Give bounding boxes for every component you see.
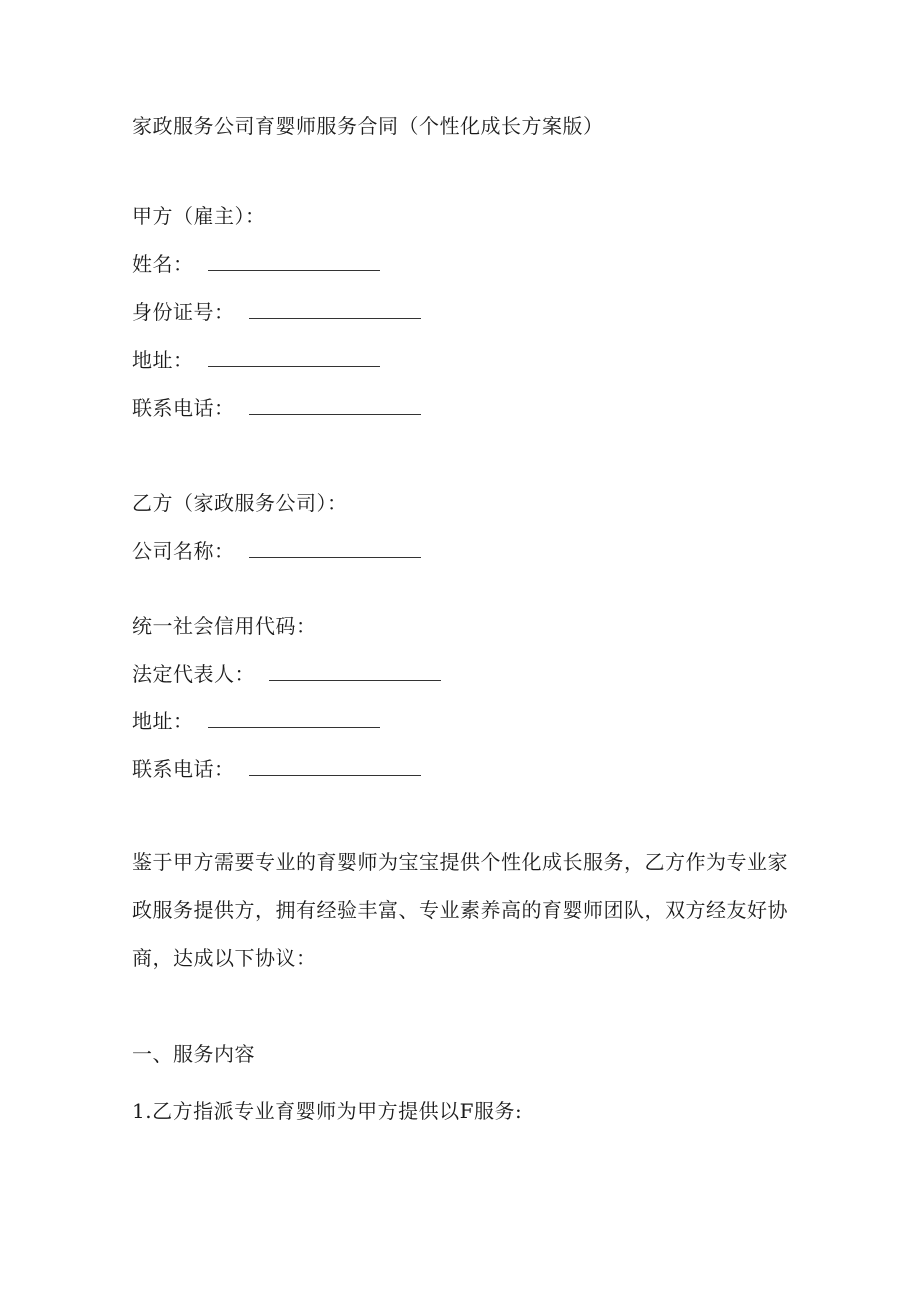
preamble-paragraph	[132, 838, 788, 982]
party-a-name-label: 姓名：	[132, 252, 194, 276]
party-b-company-blank[interactable]	[249, 543, 421, 558]
section-1-heading: 一、服务内容	[132, 1042, 255, 1066]
party-a-address-row	[132, 348, 380, 372]
preamble-line-1: 鉴于甲方需要专业的育婴师为宝宝提供个性化成长服务，乙方作为专业家	[132, 850, 788, 874]
party-b-company-row	[132, 539, 421, 563]
party-a-address-blank[interactable]	[208, 352, 380, 367]
preamble-line-2: 政服务提供方，拥有经验丰富、专业素养高的育婴师团队，双方经友好协	[132, 898, 788, 922]
party-b-address-row	[132, 709, 380, 733]
preamble-line-3: 商，达成以下协议：	[132, 946, 317, 970]
party-a-name-row	[132, 252, 380, 276]
party-a-phone-label: 联系电话：	[132, 396, 235, 420]
party-b-phone-blank[interactable]	[249, 761, 421, 776]
party-a-phone-row	[132, 396, 421, 420]
party-a-phone-blank[interactable]	[249, 400, 421, 415]
party-a-address-label: 地址：	[132, 348, 194, 372]
party-b-heading: 乙方（家政服务公司）：	[132, 491, 348, 515]
party-b-legal-rep-blank[interactable]	[269, 666, 441, 681]
party-b-legal-rep-row	[132, 662, 441, 686]
party-b-address-label: 地址：	[132, 709, 194, 733]
party-a-heading: 甲方（雇主）：	[132, 204, 266, 228]
document-title: 家政服务公司育婴师服务合同（个性化成长方案版）	[132, 114, 604, 138]
party-b-phone-label: 联系电话：	[132, 757, 235, 781]
party-b-legal-rep-label: 法定代表人：	[132, 662, 255, 686]
party-b-address-blank[interactable]	[208, 713, 380, 728]
party-a-id-row	[132, 300, 421, 324]
party-a-name-blank[interactable]	[208, 256, 380, 271]
party-b-company-label: 公司名称：	[132, 539, 235, 563]
party-b-credit-code-label: 统一社会信用代码：	[132, 614, 317, 638]
party-b-phone-row	[132, 757, 421, 781]
section-1-item-1: 1.乙方指派专业育婴师为甲方提供以F服务:	[132, 1099, 523, 1123]
party-a-id-blank[interactable]	[249, 304, 421, 319]
party-a-id-label: 身份证号：	[132, 300, 235, 324]
